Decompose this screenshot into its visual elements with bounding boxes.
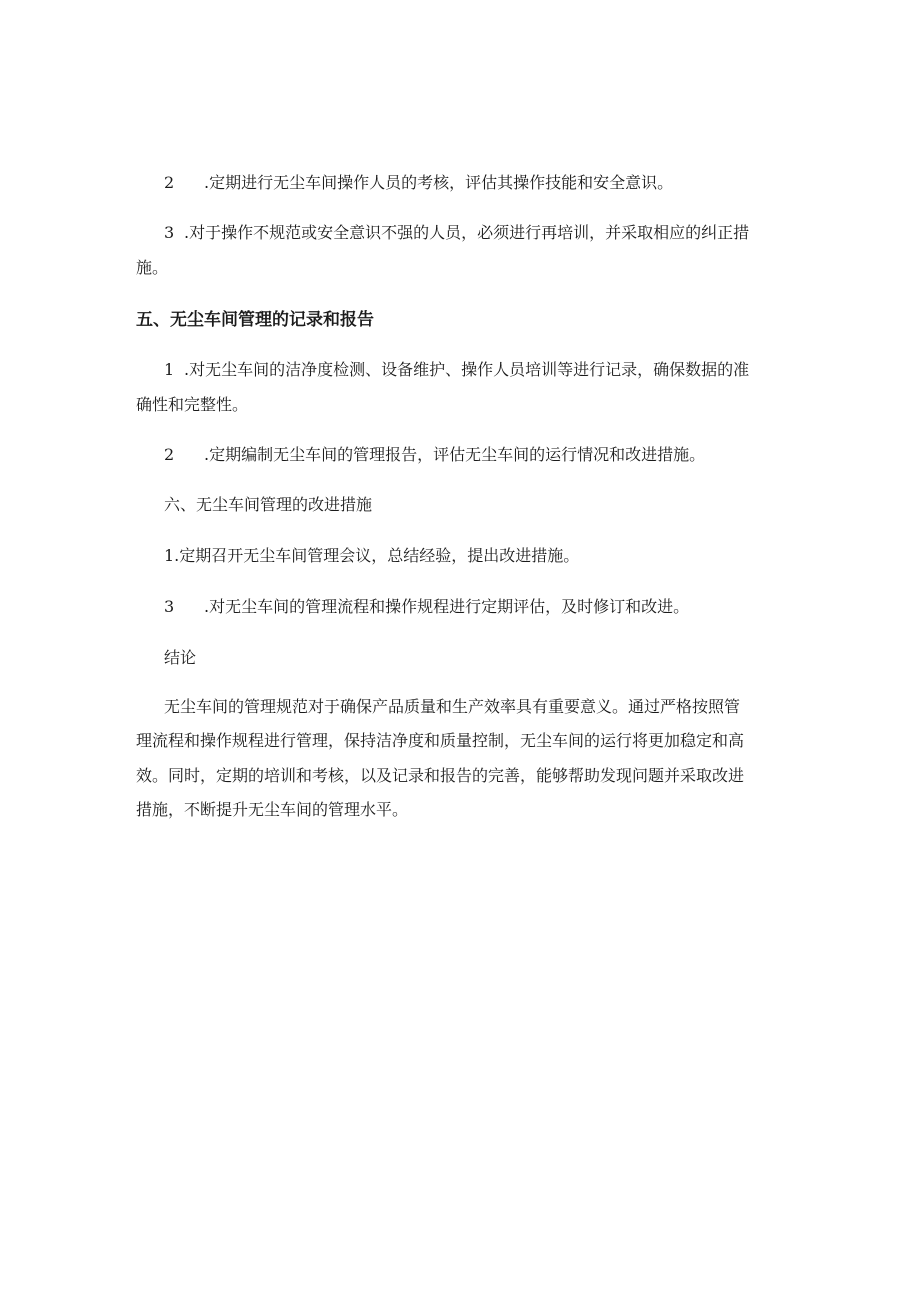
list-text: .对无尘车间的管理流程和操作规程进行定期评估，及时修订和改进。 [204, 597, 690, 616]
list-number: 2 [164, 445, 175, 464]
list-item-3-evaluation [136, 592, 796, 622]
list-item-2-assessment [136, 168, 796, 198]
conclusion-line-4: 措施，不断提升无尘车间的管理水平。 [136, 800, 409, 819]
conclusion-line-2: 理流程和操作规程进行管理，保持洁净度和质量控制，无尘车间的运行将更加稳定和高 [136, 731, 745, 750]
list-number: 1 [164, 360, 175, 379]
list-number: 3 [164, 223, 175, 242]
conclusion-title: 结论 [164, 648, 197, 667]
list-item-2-report [136, 440, 796, 470]
list-text: .对无尘车间的洁净度检测、设备维护、操作人员培训等进行记录，确保数据的准 [184, 360, 750, 379]
conclusion-line-3: 效。同时，定期的培训和考核，以及记录和报告的完善，能够帮助发现问题并采取改进 [136, 766, 745, 785]
list-text: .定期进行无尘车间操作人员的考核，评估其操作技能和安全意识。 [204, 173, 674, 192]
list-item-1-continuation: 确性和完整性。 [136, 395, 249, 414]
section-heading-6: 六、无尘车间管理的改进措施 [164, 495, 373, 514]
list-number: 2 [164, 173, 175, 192]
section-heading-5: 五、无尘车间管理的记录和报告 [136, 310, 374, 330]
list-item-1-records [136, 355, 796, 385]
list-text: .定期编制无尘车间的管理报告，评估无尘车间的运行情况和改进措施。 [204, 445, 706, 464]
list-item-3-retraining [136, 218, 796, 248]
list-text: .对于操作不规范或安全意识不强的人员，必须进行再培训，并采取相应的纠正措 [184, 223, 750, 242]
list-item-1-meeting: 1.定期召开无尘车间管理会议，总结经验，提出改进措施。 [164, 546, 580, 565]
list-item-3-continuation: 施。 [136, 258, 169, 277]
conclusion-line-1: 无尘车间的管理规范对于确保产品质量和生产效率具有重要意义。通过严格按照管 [164, 697, 741, 716]
list-number: 3 [164, 597, 175, 616]
